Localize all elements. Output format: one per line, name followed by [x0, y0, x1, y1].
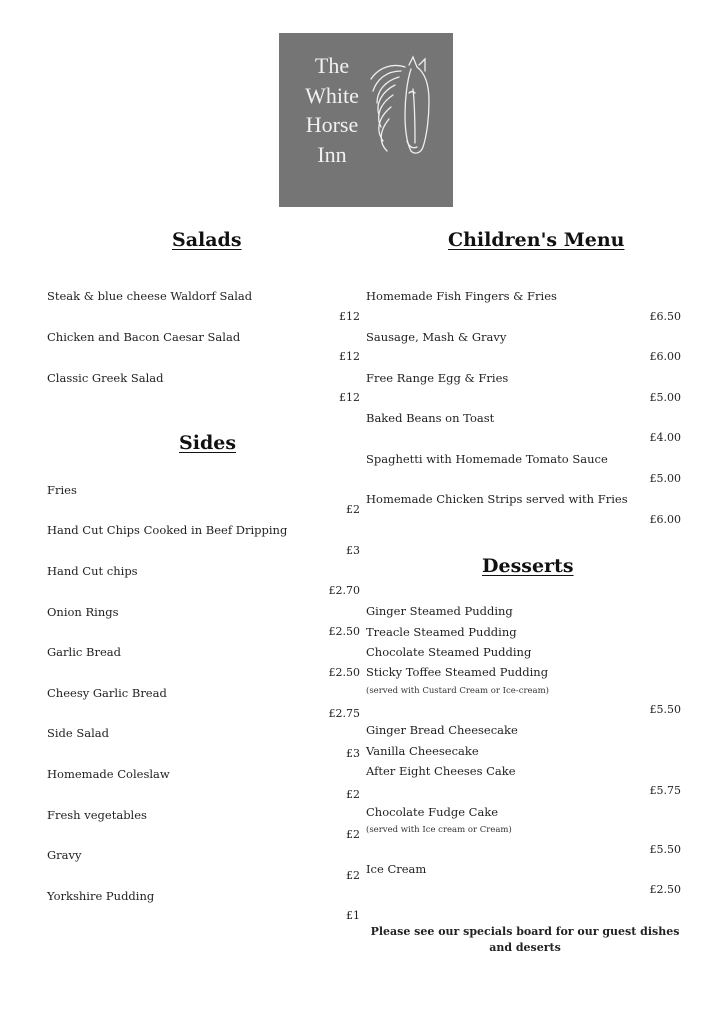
sides-item-price: £1: [346, 909, 360, 922]
logo: [279, 33, 453, 207]
logo-line: Inn: [317, 141, 347, 167]
dessert-item: Chocolate Fudge Cake: [366, 805, 499, 819]
dessert-item: Ice Cream: [366, 862, 427, 876]
dessert-serving-note: (served with Ice cream or Cream): [366, 825, 512, 835]
sides-item-name: Cheesy Garlic Bread: [47, 686, 167, 700]
sides-item-name: Hand Cut chips: [47, 564, 138, 578]
dessert-price: £5.50: [649, 703, 681, 716]
horse-head-icon: [365, 55, 439, 165]
childrens-item-name: Spaghetti with Homemade Tomato Sauce: [366, 452, 608, 466]
dessert-item: Vanilla Cheesecake: [366, 744, 479, 758]
dessert-item: Ginger Bread Cheesecake: [366, 723, 518, 737]
dessert-price: £5.50: [649, 843, 681, 856]
salads-heading: Salads: [172, 229, 242, 251]
childrens-item-name: Homemade Chicken Strips served with Fries: [366, 492, 628, 506]
salads-item-price: £12: [339, 350, 360, 363]
sides-item-price: £2.50: [328, 625, 360, 638]
sides-item-price: £2: [346, 828, 360, 841]
childrens-item-price: £5.00: [649, 391, 681, 404]
childrens-item-name: Sausage, Mash & Gravy: [366, 330, 507, 344]
childrens-item-price: £5.00: [649, 472, 681, 485]
sides-item-price: £2.75: [328, 707, 360, 720]
dessert-serving-note: (served with Custard Cream or Ice-cream): [366, 686, 549, 696]
dessert-price: £5.75: [649, 784, 681, 797]
sides-item-price: £3: [346, 747, 360, 760]
desserts-heading: Desserts: [482, 555, 574, 577]
dessert-item: Ginger Steamed Pudding: [366, 604, 513, 618]
sides-item-price: £2: [346, 788, 360, 801]
sides-item-name: Fresh vegetables: [47, 808, 147, 822]
salads-item-name: Chicken and Bacon Caesar Salad: [47, 330, 241, 344]
sides-item-name: Gravy: [47, 848, 82, 862]
sides-item-name: Yorkshire Pudding: [47, 889, 155, 903]
specials-board-note: Please see our specials board for our guest dishes and deserts: [370, 925, 680, 954]
salads-item-name: Classic Greek Salad: [47, 371, 164, 385]
logo-line: White: [305, 82, 359, 108]
salads-item-price: £12: [339, 310, 360, 323]
salads-item-name: Steak & blue cheese Waldorf Salad: [47, 289, 253, 303]
sides-item-name: Onion Rings: [47, 605, 119, 619]
dessert-item: After Eight Cheeses Cake: [366, 764, 516, 778]
dessert-item: Sticky Toffee Steamed Pudding: [366, 665, 549, 679]
childrens-item-name: Homemade Fish Fingers & Fries: [366, 289, 557, 303]
salads-item-price: £12: [339, 391, 360, 404]
sides-item-price: £2: [346, 869, 360, 882]
dessert-price: £2.50: [649, 883, 681, 896]
dessert-item: Chocolate Steamed Pudding: [366, 645, 532, 659]
sides-item-name: Hand Cut Chips Cooked in Beef Dripping: [47, 523, 288, 537]
sides-item-name: Fries: [47, 483, 77, 497]
sides-item-price: £3: [346, 544, 360, 557]
childrens-item-name: Free Range Egg & Fries: [366, 371, 509, 385]
logo-line: Horse: [305, 112, 359, 137]
sides-item-price: £2.50: [328, 666, 360, 679]
sides-item-name: Garlic Bread: [47, 645, 121, 659]
childrens-item-name: Baked Beans on Toast: [366, 411, 495, 425]
logo-line: The: [314, 53, 350, 78]
childrens-item-price: £6.00: [649, 513, 681, 526]
childrens-menu-heading: Children's Menu: [448, 229, 625, 251]
dessert-item: Treacle Steamed Pudding: [366, 625, 517, 639]
childrens-item-price: £4.00: [649, 431, 681, 444]
childrens-item-price: £6.00: [649, 350, 681, 363]
sides-heading: Sides: [179, 432, 237, 454]
sides-item-price: £2.70: [328, 584, 360, 597]
sides-item-name: Homemade Coleslaw: [47, 767, 170, 781]
sides-item-name: Side Salad: [47, 726, 110, 740]
sides-item-price: £2: [346, 503, 360, 516]
childrens-item-price: £6.50: [649, 310, 681, 323]
